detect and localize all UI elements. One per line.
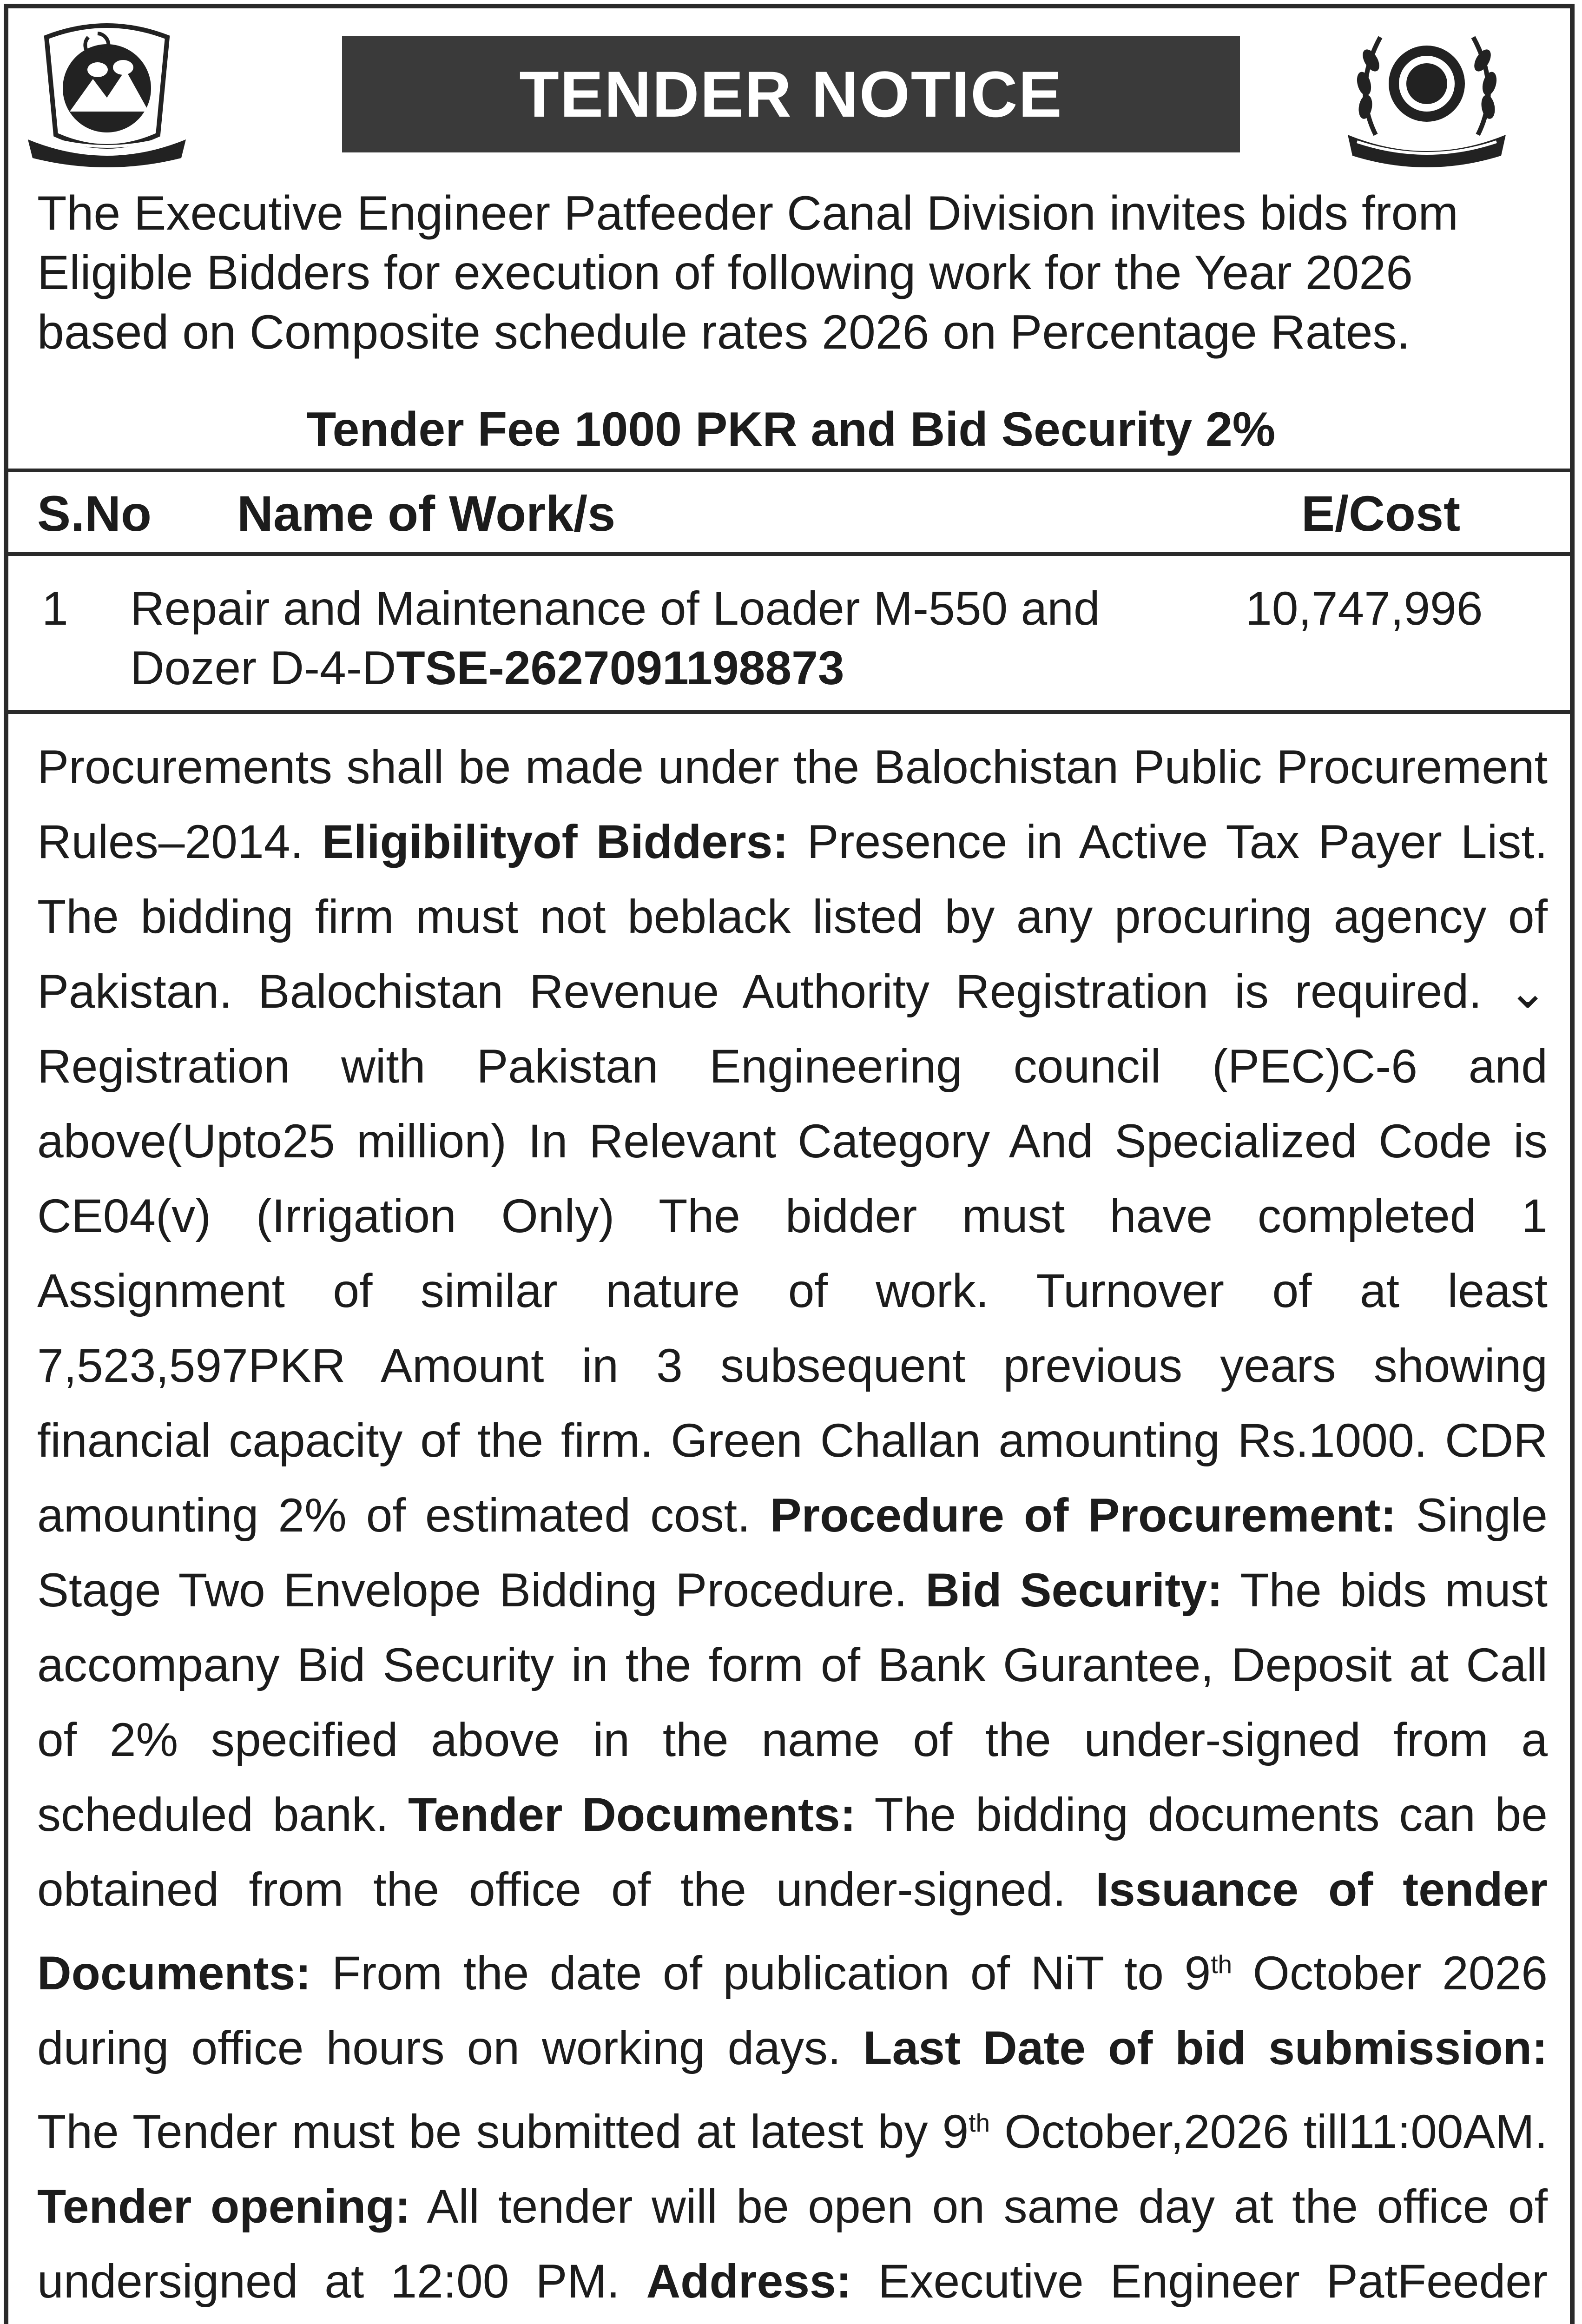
work-name-line-2: [130, 638, 1199, 698]
ordinal-suffix: th: [1211, 1950, 1233, 1979]
table-cell-name: [130, 579, 1199, 698]
table-cell-cost: 10,747,996: [1246, 582, 1483, 635]
body-text: The bidding documents can be obtained from the office of the under-signed.: [37, 1788, 1548, 1916]
heading-tender-opening: Tender opening:: [37, 2180, 411, 2233]
body-text: The bids must accompany Bid Security in the form of Bank Gurantee, Deposit at Call of 2% specified above in the name of the under-signed from a scheduled bank.: [37, 1564, 1548, 1841]
tender-fee-line: Tender Fee 1000 PKR and Bid Security 2%: [306, 403, 1276, 456]
divider: [8, 469, 1574, 472]
intro-line-3: based on Composite schedule rates 2026 on Percentage Rates.: [37, 305, 1411, 359]
column-header-name: Name of Work/s: [237, 485, 616, 541]
body-text: All tender will be open on same day at the office of undersigned at 12:00 PM.: [37, 2180, 1548, 2308]
body-text: October 2026 during office hours on working days.: [37, 1947, 1548, 2074]
heading-tender-documents: Tender Documents:: [408, 1788, 856, 1841]
divider: [8, 552, 1574, 556]
tender-id: TSE-2627091198873: [396, 641, 844, 694]
intro-line-1: The Executive Engineer Patfeeder Canal Division invites bids from: [37, 186, 1458, 240]
body-text: Executive Engineer PatFeeder: [878, 2255, 1548, 2308]
heading-last-date: Last Date of bid submission:: [863, 2021, 1548, 2074]
heading-eligibility: Eligibilityof Bidders:: [322, 815, 789, 868]
work-name-text: Dozer D-4-D: [130, 641, 396, 694]
intro-paragraph: [37, 184, 1548, 362]
body-text: The Tender must be submitted at latest by 9: [37, 2105, 969, 2158]
work-name-line-1: Repair and Maintenance of Loader M-550 and: [130, 582, 1100, 635]
intro-line-2: Eligible Bidders for execution of following work for the Year 2026: [37, 246, 1413, 300]
table-cell-sno: 1: [42, 582, 68, 635]
body-text: Procurements shall be made under the Balochistan Public Procurement Rules–2014.: [37, 740, 1548, 868]
terms-paragraph: [37, 730, 1548, 2324]
balochistan-emblem-icon: [19, 19, 195, 172]
column-header-sno: S.No: [37, 485, 152, 541]
body-text: From the date of publication of NiT to 9: [311, 1947, 1211, 2000]
body-text: Single Stage Two Envelope Bidding Procedure.: [37, 1489, 1548, 1617]
heading-issuance: Issuance of tender Documents:: [37, 1863, 1548, 2000]
heading-bid-security: Bid Security:: [925, 1564, 1223, 1617]
balochistan-seal-icon: [1338, 19, 1515, 172]
page-title: TENDER NOTICE: [342, 36, 1240, 152]
ordinal-suffix: th: [969, 2108, 990, 2137]
column-header-cost: E/Cost: [1301, 485, 1461, 541]
divider: [8, 710, 1574, 714]
body-text: October,2026 till11:00AM.: [990, 2105, 1548, 2158]
body-text: Presence in Active Tax Payer List. The bidding firm must not beblack listed by any procuring agency of Pakistan. Balochistan Revenue Authority Registration is required. ⌄ Registration with Pakistan Engineering council (PEC)C-6 and above(Upto25 million) In Relevant Category And Specialized Code is CE04(v) (Irrigation Only) The bidder must have completed 1 Assignment of similar nature of work. Turnover of at least 7,523,597PKR Amount in 3 subsequent previous years showing financial capacity of the firm. Green Challan amounting Rs.1000. CDR amounting 2% of estimated cost.: [37, 815, 1548, 1542]
heading-address: Address:: [646, 2255, 852, 2308]
heading-procedure: Procedure of Procurement:: [770, 1489, 1397, 1542]
